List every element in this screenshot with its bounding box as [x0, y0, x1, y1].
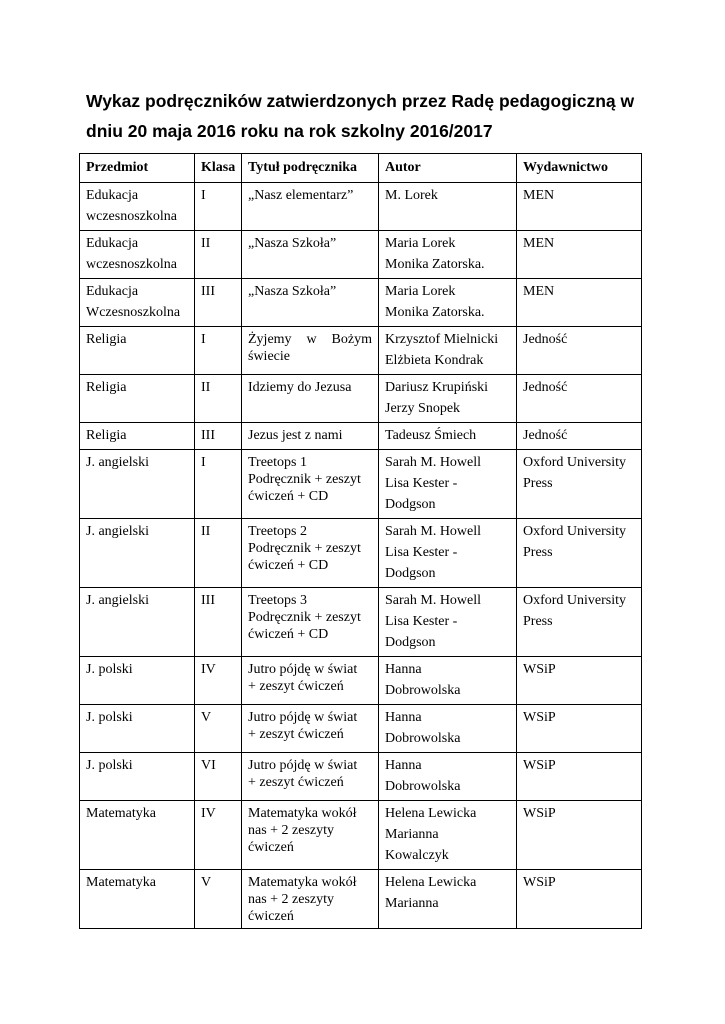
cell-title-line: Matematyka wokół: [248, 875, 357, 890]
cell-subject-line: J. polski: [86, 662, 133, 677]
cell-author-line: Dodgson: [385, 497, 436, 512]
cell-publisher: [517, 279, 642, 327]
cell-author: [379, 183, 517, 231]
cell-title-line: Treetops 1: [248, 455, 307, 470]
cell-subject: [80, 327, 195, 375]
cell-subject-line: J. angielski: [86, 593, 149, 608]
textbook-table: [79, 153, 642, 929]
cell-author-line: Helena Lewicka: [385, 806, 477, 821]
cell-grade: I: [195, 183, 242, 231]
cell-grade: II: [195, 231, 242, 279]
cell-publisher: [517, 588, 642, 657]
table-row: [80, 327, 642, 375]
cell-title-line: ćwiczeń: [248, 840, 294, 855]
cell-subject-line: Edukacja: [86, 236, 139, 251]
cell-author-line: Lisa Kester -: [385, 476, 458, 491]
cell-publisher-line: Oxford University: [523, 455, 627, 470]
cell-title: [242, 657, 379, 705]
table-row: [80, 519, 642, 588]
cell-author-line: Dodgson: [385, 635, 436, 650]
cell-publisher: [517, 870, 642, 929]
cell-grade: V: [195, 705, 242, 753]
cell-author-line: Dobrowolska: [385, 731, 461, 746]
cell-grade: III: [195, 279, 242, 327]
cell-publisher: [517, 753, 642, 801]
cell-subject: [80, 657, 195, 705]
cell-author-line: Lisa Kester -: [385, 614, 458, 629]
cell-author-line: Maria Lorek: [385, 236, 456, 251]
cell-author: [379, 870, 517, 929]
cell-title: [242, 279, 379, 327]
cell-title-line: ćwiczeń + CD: [248, 627, 329, 642]
cell-author-line: Dodgson: [385, 566, 436, 581]
cell-grade: VI: [195, 753, 242, 801]
cell-author-line: Dobrowolska: [385, 683, 461, 698]
cell-title: [242, 423, 379, 450]
cell-subject: [80, 423, 195, 450]
cell-title-line: Jezus jest z nami: [248, 428, 343, 443]
cell-title-line: ćwiczeń + CD: [248, 489, 329, 504]
cell-grade: II: [195, 519, 242, 588]
cell-title-line: + zeszyt ćwiczeń: [248, 679, 344, 694]
cell-title: [242, 705, 379, 753]
cell-publisher: [517, 705, 642, 753]
cell-subject-line: Edukacja: [86, 188, 139, 203]
cell-publisher-line: WSiP: [523, 875, 556, 890]
cell-publisher-line: Oxford University: [523, 593, 627, 608]
cell-title-line: „Nasza Szkoła”: [248, 284, 337, 299]
cell-author: [379, 588, 517, 657]
page-title: [86, 86, 646, 146]
cell-publisher-line: Oxford University: [523, 524, 627, 539]
cell-subject: [80, 801, 195, 870]
cell-title: [242, 450, 379, 519]
header-grade: Klasa: [195, 154, 242, 183]
cell-title-line: Podręcznik + zeszyt: [248, 541, 361, 556]
cell-subject-line: Matematyka: [86, 875, 156, 890]
cell-title-line: Idziemy do Jezusa: [248, 380, 352, 395]
cell-title-line: świecie: [248, 349, 290, 364]
cell-subject-line: J. polski: [86, 758, 133, 773]
cell-title: [242, 519, 379, 588]
table-row: [80, 588, 642, 657]
cell-author-line: Tadeusz Śmiech: [385, 428, 477, 443]
cell-author: [379, 753, 517, 801]
cell-subject-line: J. polski: [86, 710, 133, 725]
cell-title: [242, 870, 379, 929]
cell-title-line: Podręcznik + zeszyt: [248, 610, 361, 625]
cell-publisher: [517, 327, 642, 375]
cell-subject-line: wczesnoszkolna: [86, 209, 177, 224]
header-subject: Przedmiot: [80, 154, 195, 183]
cell-subject-line: Religia: [86, 332, 127, 347]
cell-title-line: + zeszyt ćwiczeń: [248, 727, 344, 742]
cell-author: [379, 279, 517, 327]
cell-publisher-line: Jedność: [523, 332, 568, 347]
cell-author-line: Marianna: [385, 896, 439, 911]
header-title: Tytuł podręcznika: [242, 154, 379, 183]
cell-title-line: + zeszyt ćwiczeń: [248, 775, 344, 790]
cell-title: [242, 375, 379, 423]
cell-subject: [80, 183, 195, 231]
cell-grade: IV: [195, 801, 242, 870]
cell-publisher: [517, 183, 642, 231]
cell-subject: [80, 519, 195, 588]
cell-author-line: Hanna: [385, 758, 422, 773]
cell-title-line: Jutro pójdę w świat: [248, 710, 358, 725]
cell-subject: [80, 450, 195, 519]
cell-subject: [80, 279, 195, 327]
table-row: [80, 705, 642, 753]
table-row: [80, 450, 642, 519]
cell-publisher-line: MEN: [523, 236, 555, 251]
cell-title-line: Żyjemy w Bożym: [248, 332, 372, 347]
cell-title-line: ćwiczeń + CD: [248, 558, 329, 573]
cell-author-line: Lisa Kester -: [385, 545, 458, 560]
cell-author-line: Sarah M. Howell: [385, 593, 482, 608]
cell-subject-line: Matematyka: [86, 806, 156, 821]
table-header-row: [80, 154, 642, 183]
cell-subject-line: Edukacja: [86, 284, 139, 299]
table-row: [80, 423, 642, 450]
cell-author-line: Sarah M. Howell: [385, 524, 482, 539]
cell-subject-line: wczesnoszkolna: [86, 257, 177, 272]
cell-publisher: [517, 657, 642, 705]
cell-subject: [80, 588, 195, 657]
cell-publisher: [517, 231, 642, 279]
cell-publisher: [517, 450, 642, 519]
cell-title-line: Treetops 2: [248, 524, 307, 539]
cell-subject: [80, 375, 195, 423]
table-row: [80, 753, 642, 801]
cell-subject: [80, 231, 195, 279]
cell-publisher: [517, 423, 642, 450]
cell-author-line: Sarah M. Howell: [385, 455, 482, 470]
cell-author-line: Dariusz Krupiński: [385, 380, 489, 395]
cell-author-line: Helena Lewicka: [385, 875, 477, 890]
cell-author: [379, 450, 517, 519]
cell-author: [379, 423, 517, 450]
cell-grade: I: [195, 327, 242, 375]
cell-publisher-line: MEN: [523, 188, 555, 203]
cell-title: [242, 753, 379, 801]
cell-grade: V: [195, 870, 242, 929]
cell-author-line: Elżbieta Kondrak: [385, 353, 484, 368]
table-row: [80, 231, 642, 279]
table-row: [80, 870, 642, 929]
table-row: [80, 279, 642, 327]
table-row: [80, 375, 642, 423]
cell-title-line: nas + 2 zeszyty: [248, 823, 335, 838]
cell-grade: I: [195, 450, 242, 519]
cell-title-line: „Nasz elementarz”: [248, 188, 354, 203]
cell-subject-line: J. angielski: [86, 524, 149, 539]
cell-title-line: „Nasza Szkoła”: [248, 236, 337, 251]
cell-subject-line: Religia: [86, 380, 127, 395]
cell-publisher-line: WSiP: [523, 662, 556, 677]
cell-author-line: Marianna: [385, 827, 439, 842]
cell-publisher: [517, 801, 642, 870]
cell-author: [379, 657, 517, 705]
cell-author: [379, 231, 517, 279]
cell-author-line: Hanna: [385, 710, 422, 725]
cell-title-line: Treetops 3: [248, 593, 307, 608]
cell-publisher-line: MEN: [523, 284, 555, 299]
cell-publisher-line: WSiP: [523, 758, 556, 773]
cell-subject-line: Wczesnoszkolna: [86, 305, 181, 320]
cell-publisher-line: Press: [523, 545, 553, 560]
cell-publisher-line: Press: [523, 614, 553, 629]
cell-author-line: Kowalczyk: [385, 848, 449, 863]
cell-publisher-line: Jedność: [523, 428, 568, 443]
cell-publisher-line: Press: [523, 476, 553, 491]
header-author: Autor: [379, 154, 517, 183]
cell-grade: III: [195, 423, 242, 450]
page-title-line-2: dniu 20 maja 2016 roku na rok szkolny 2016/2017: [86, 121, 493, 141]
cell-title-line: Jutro pójdę w świat: [248, 758, 358, 773]
cell-grade: III: [195, 588, 242, 657]
cell-author: [379, 375, 517, 423]
cell-title: [242, 588, 379, 657]
cell-subject: [80, 705, 195, 753]
cell-grade: IV: [195, 657, 242, 705]
page-title-line-1: Wykaz podręczników zatwierdzonych przez Radę pedagogiczną w: [86, 91, 635, 111]
cell-author-line: Monika Zatorska.: [385, 257, 485, 272]
cell-title: [242, 231, 379, 279]
cell-author: [379, 801, 517, 870]
cell-title-line: Podręcznik + zeszyt: [248, 472, 361, 487]
cell-author-line: Hanna: [385, 662, 422, 677]
cell-title-line: ćwiczeń: [248, 909, 294, 924]
cell-title-line: Jutro pójdę w świat: [248, 662, 358, 677]
cell-author: [379, 705, 517, 753]
cell-author-line: Maria Lorek: [385, 284, 456, 299]
cell-author-line: M. Lorek: [385, 188, 438, 203]
cell-title-line: nas + 2 zeszyty: [248, 892, 335, 907]
cell-publisher-line: Jedność: [523, 380, 568, 395]
cell-publisher: [517, 519, 642, 588]
cell-author: [379, 519, 517, 588]
header-publisher: Wydawnictwo: [517, 154, 642, 183]
cell-subject-line: Religia: [86, 428, 127, 443]
cell-author: [379, 327, 517, 375]
cell-publisher-line: WSiP: [523, 710, 556, 725]
cell-author-line: Krzysztof Mielnicki: [385, 332, 499, 347]
cell-grade: II: [195, 375, 242, 423]
cell-author-line: Monika Zatorska.: [385, 305, 485, 320]
cell-subject: [80, 870, 195, 929]
table-row: [80, 657, 642, 705]
cell-title: [242, 801, 379, 870]
cell-author-line: Jerzy Snopek: [385, 401, 461, 416]
cell-publisher-line: WSiP: [523, 806, 556, 821]
table-body: [80, 183, 642, 929]
cell-title-line: Matematyka wokół: [248, 806, 357, 821]
cell-author-line: Dobrowolska: [385, 779, 461, 794]
cell-subject: [80, 753, 195, 801]
table-row: [80, 183, 642, 231]
cell-title: [242, 327, 379, 375]
table-row: [80, 801, 642, 870]
cell-subject-line: J. angielski: [86, 455, 149, 470]
cell-title: [242, 183, 379, 231]
cell-publisher: [517, 375, 642, 423]
